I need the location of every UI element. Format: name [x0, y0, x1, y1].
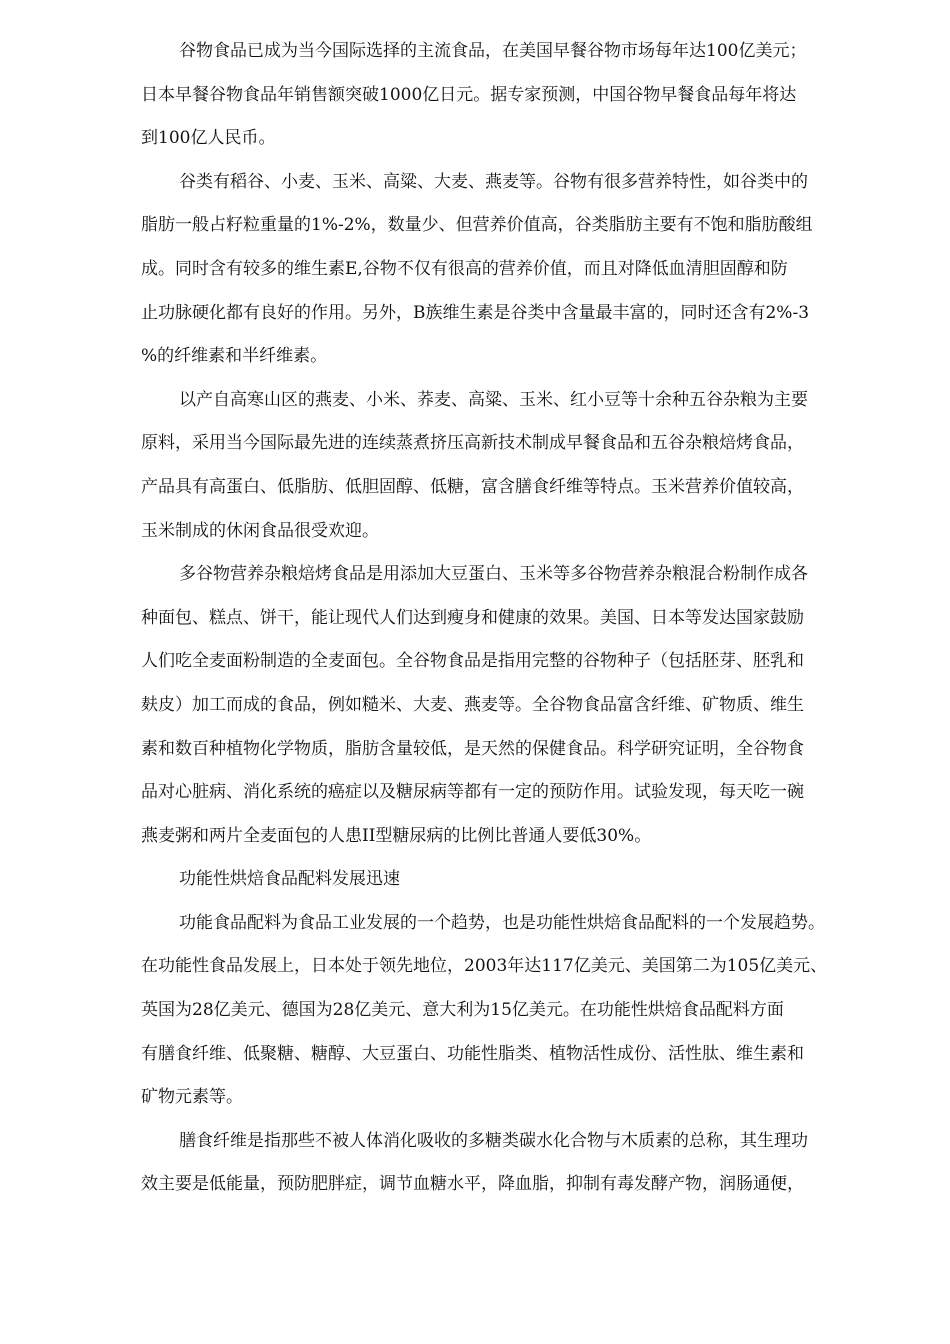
text-line: 功能食品配料为食品工业发展的一个趋势，也是功能性烘焙食品配料的一个发展趋势。	[179, 912, 825, 933]
text-line: 止功脉硬化都有良好的作用。另外，B族维生素是谷类中含量最丰富的，同时还含有2%-3	[141, 302, 810, 323]
text-line: 矿物元素等。	[141, 1087, 243, 1108]
text-line: 原料，采用当今国际最先进的连续蒸煮挤压高新技术制成早餐食品和五谷杂粮焙烤食品，	[141, 433, 804, 454]
section-heading	[141, 858, 901, 902]
text-line: 效主要是低能量，预防肥胖症，调节血糖水平，降血脂，抑制有毒发酵产物，润肠通便，	[141, 1174, 804, 1195]
document-body	[141, 30, 901, 1207]
text-line: 种面包、糕点、饼干，能让现代人们达到瘦身和健康的效果。美国、日本等发达国家鼓励	[141, 607, 804, 628]
paragraph-whole-grain	[141, 553, 901, 858]
text-line: 有膳食纤维、低聚糖、糖醇、大豆蛋白、功能性脂类、植物活性成份、活性肽、维生素和	[141, 1043, 804, 1064]
paragraph-functional-ingredients	[141, 902, 901, 1120]
paragraph-dietary-fiber	[141, 1120, 901, 1207]
heading-line: 功能性烘焙食品配料发展迅速	[179, 869, 400, 890]
text-line: 产品具有高蛋白、低脂肪、低胆固醇、低糖，富含膳食纤维等特点。玉米营养价值较高，	[141, 476, 804, 497]
text-line: 燕麦粥和两片全麦面包的人患II型糖尿病的比例比普通人要低30%。	[141, 825, 652, 846]
text-line: 成。同时含有较多的维生素E,谷物不仅有很高的营养价值，而且对降低血清胆固醇和防	[141, 258, 788, 279]
text-line: 膳食纤维是指那些不被人体消化吸收的多糖类碳水化合物与木质素的总称，其生理功	[179, 1130, 808, 1151]
text-line: 谷物食品已成为当今国际选择的主流食品，在美国早餐谷物市场每年达100亿美元；	[179, 41, 807, 61]
text-line: 日本早餐谷物食品年销售额突破1000亿日元。据专家预测，中国谷物早餐食品每年将达	[141, 84, 797, 105]
text-line: 谷类有稻谷、小麦、玉米、高粱、大麦、燕麦等。谷物有很多营养特性，如谷类中的	[179, 171, 808, 192]
text-line: 人们吃全麦面粉制造的全麦面包。全谷物食品是指用完整的谷物种子（包括胚芽、胚乳和	[141, 651, 804, 672]
text-line: 麸皮）加工而成的食品，例如糙米、大麦、燕麦等。全谷物食品富含纤维、矿物质、维生	[141, 694, 804, 715]
paragraph-grain-nutrition	[141, 161, 901, 379]
text-line: 到100亿人民币。	[141, 128, 276, 149]
text-line: 品对心脏病、消化系统的癌症以及糖尿病等都有一定的预防作用。试验发现，每天吃一碗	[141, 782, 804, 803]
text-line: 多谷物营养杂粮焙烤食品是用添加大豆蛋白、玉米等多谷物营养杂粮混合粉制作成各	[179, 564, 808, 585]
text-line: 脂肪一般占籽粒重量的1%-2%，数量少、但营养价值高，谷类脂肪主要有不饱和脂肪酸组	[141, 215, 813, 236]
text-line: 在功能性食品发展上，日本处于领先地位，2003年达117亿美元、美国第二为105亿美元、	[141, 956, 828, 977]
paragraph-grain-market	[141, 30, 901, 161]
paragraph-raw-materials	[141, 379, 901, 553]
text-line: 素和数百种植物化学物质，脂肪含量较低，是天然的保健食品。科学研究证明，全谷物食	[141, 738, 804, 759]
text-line: 英国为28亿美元、德国为28亿美元、意大利为15亿美元。在功能性烘焙食品配料方面	[141, 1000, 784, 1021]
text-line: 玉米制成的休闲食品很受欢迎。	[141, 520, 379, 541]
text-line: %的纤维素和半纤维素。	[141, 346, 328, 367]
text-line: 以产自高寒山区的燕麦、小米、荞麦、高粱、玉米、红小豆等十余种五谷杂粮为主要	[179, 389, 808, 410]
